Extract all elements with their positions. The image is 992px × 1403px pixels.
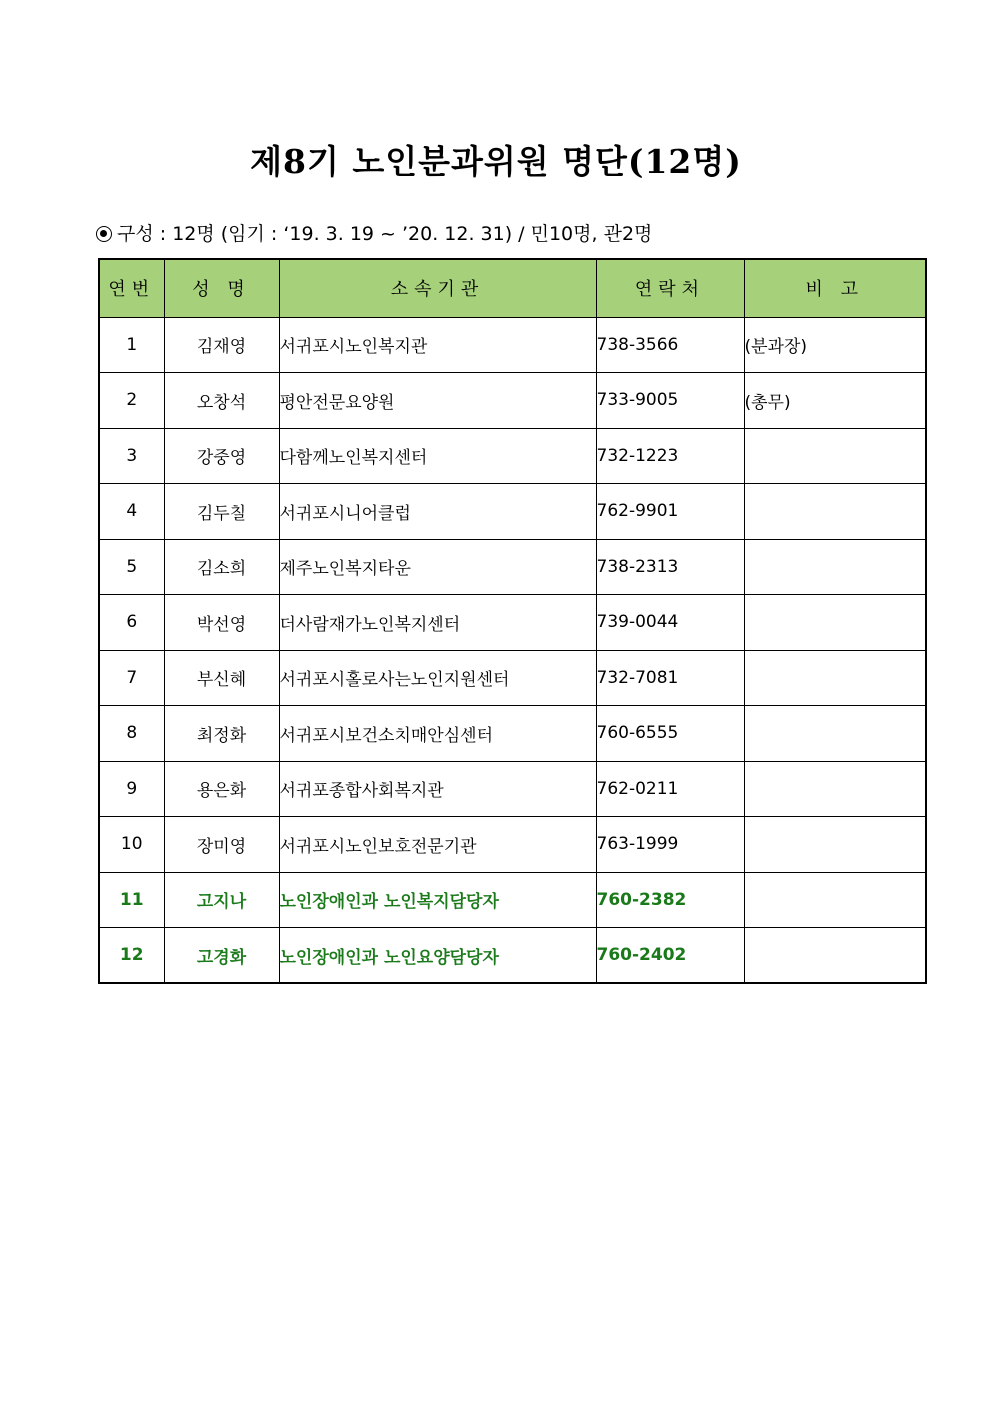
row-org: 제주노인복지타운: [279, 539, 596, 595]
table-header-row: [99, 259, 926, 317]
table-row-official: [99, 928, 926, 984]
row-name: 오창석: [164, 373, 279, 429]
summary-text: 구성 : 12명 (임기 : ‘19. 3. 19 ~ ’20. 12. 31) / 민10명, 관2명: [117, 223, 653, 245]
row-org: 더사람재가노인복지센터: [279, 595, 596, 651]
row-note: [744, 761, 926, 817]
row-org: 서귀포시니어클럽: [279, 484, 596, 540]
header-num: 연번: [99, 259, 164, 317]
composition-summary: [96, 219, 652, 246]
row-org: 다함께노인복지센터: [279, 428, 596, 484]
row-name: 용은화: [164, 761, 279, 817]
row-phone: 732-1223: [596, 428, 744, 484]
row-note: [744, 428, 926, 484]
row-org: 서귀포시노인보호전문기관: [279, 817, 596, 873]
page-title: 제8기 노인분과위원 명단(12명): [250, 142, 742, 181]
row-name: 고지나: [164, 872, 279, 928]
table-row: [99, 706, 926, 762]
row-name: 김재영: [164, 317, 279, 373]
row-phone: 762-9901: [596, 484, 744, 540]
row-note: [744, 706, 926, 762]
row-org: 서귀포시보건소치매안심센터: [279, 706, 596, 762]
row-num: 10: [99, 817, 164, 873]
row-phone: 739-0044: [596, 595, 744, 651]
row-note: [744, 928, 926, 984]
row-phone: 738-2313: [596, 539, 744, 595]
member-table: [98, 258, 927, 984]
row-org: 노인장애인과 노인복지담당자: [279, 872, 596, 928]
row-num: 6: [99, 595, 164, 651]
row-num: 12: [99, 928, 164, 984]
row-name: 부신혜: [164, 650, 279, 706]
row-name: 최정화: [164, 706, 279, 762]
row-org: 서귀포종합사회복지관: [279, 761, 596, 817]
row-num: 3: [99, 428, 164, 484]
header-name: 성 명: [164, 259, 279, 317]
table-row: [99, 484, 926, 540]
table-row: [99, 817, 926, 873]
row-note: [744, 817, 926, 873]
header-note: 비 고: [744, 259, 926, 317]
row-phone: 760-6555: [596, 706, 744, 762]
row-phone: 763-1999: [596, 817, 744, 873]
row-phone: 760-2382: [596, 872, 744, 928]
row-num: 2: [99, 373, 164, 429]
row-num: 5: [99, 539, 164, 595]
table-row: [99, 317, 926, 373]
row-phone: 733-9005: [596, 373, 744, 429]
table-row-official: [99, 872, 926, 928]
row-name: 고경화: [164, 928, 279, 984]
row-name: 장미영: [164, 817, 279, 873]
table-row: [99, 428, 926, 484]
row-note: [744, 539, 926, 595]
table-row: [99, 595, 926, 651]
header-org: 소속기관: [279, 259, 596, 317]
table-row: [99, 761, 926, 817]
header-phone: 연락처: [596, 259, 744, 317]
row-org: 평안전문요양원: [279, 373, 596, 429]
row-note: (총무): [744, 373, 926, 429]
table-row: [99, 539, 926, 595]
row-org: 서귀포시홀로사는노인지원센터: [279, 650, 596, 706]
circle-bullet-icon: [96, 226, 112, 242]
row-name: 강중영: [164, 428, 279, 484]
row-note: [744, 650, 926, 706]
row-note: [744, 484, 926, 540]
row-num: 7: [99, 650, 164, 706]
row-note: (분과장): [744, 317, 926, 373]
row-num: 4: [99, 484, 164, 540]
row-name: 김두칠: [164, 484, 279, 540]
table-row: [99, 650, 926, 706]
row-note: [744, 872, 926, 928]
row-note: [744, 595, 926, 651]
row-phone: 762-0211: [596, 761, 744, 817]
row-name: 박선영: [164, 595, 279, 651]
row-name: 김소희: [164, 539, 279, 595]
row-phone: 732-7081: [596, 650, 744, 706]
row-num: 1: [99, 317, 164, 373]
row-num: 8: [99, 706, 164, 762]
table-row: [99, 373, 926, 429]
row-org: 서귀포시노인복지관: [279, 317, 596, 373]
row-num: 11: [99, 872, 164, 928]
row-phone: 738-3566: [596, 317, 744, 373]
row-phone: 760-2402: [596, 928, 744, 984]
row-org: 노인장애인과 노인요양담당자: [279, 928, 596, 984]
row-num: 9: [99, 761, 164, 817]
